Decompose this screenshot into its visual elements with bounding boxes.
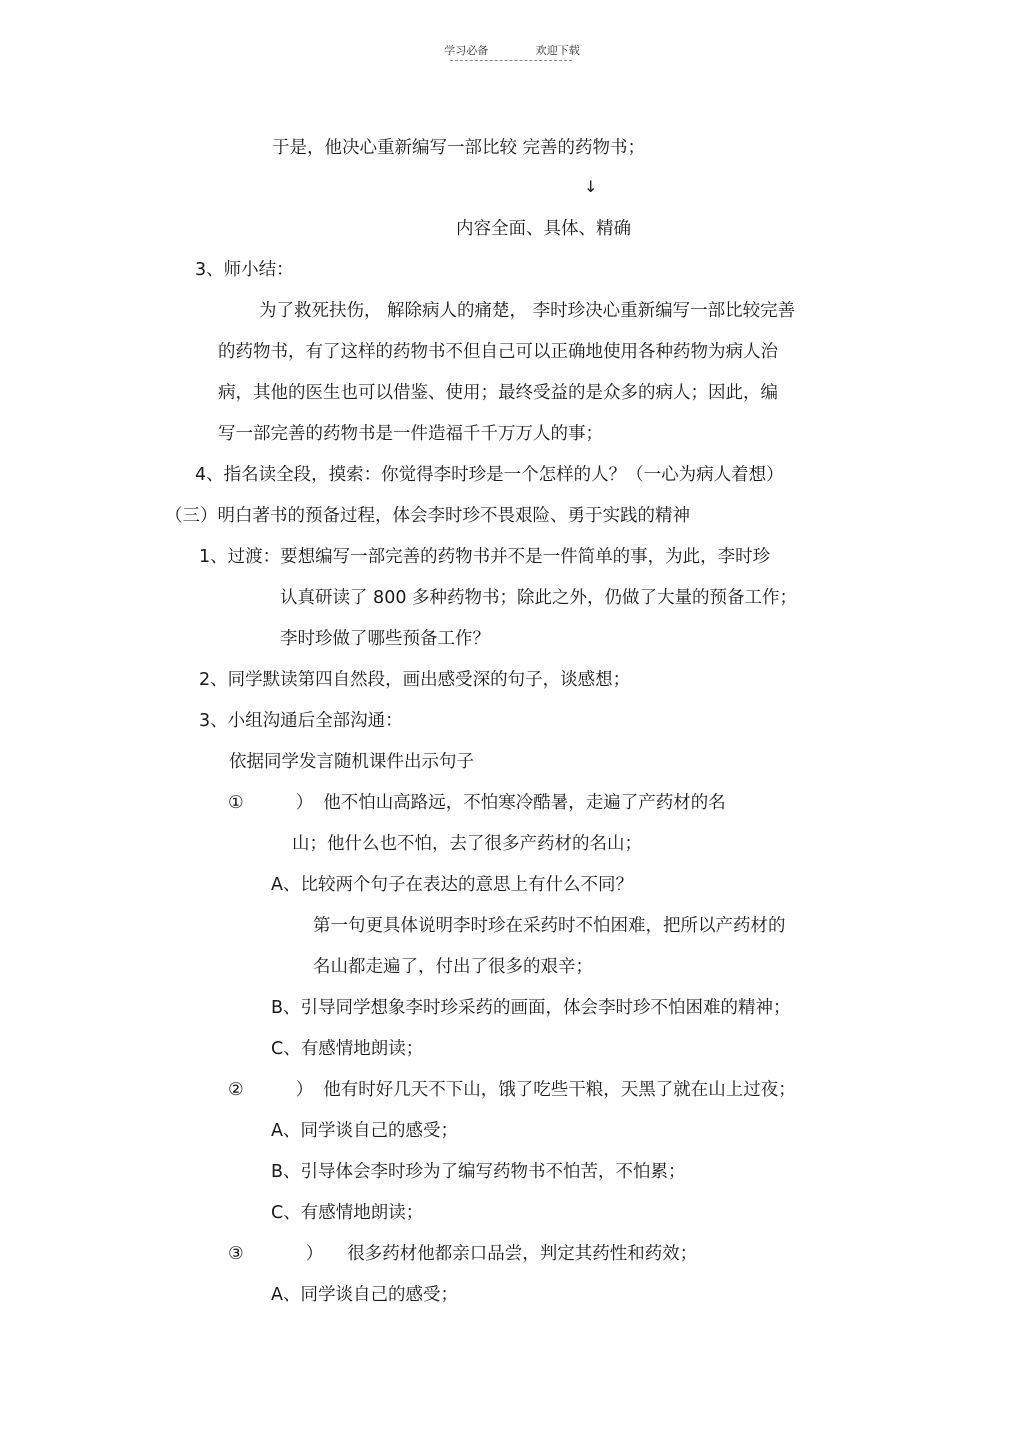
text-line: 依据同学发言随机课件出示句子 [229,752,474,772]
text-line: C、有感情地朗读； [271,1039,424,1059]
sentence-paren: ） [295,1080,314,1100]
text-line: C、有感情地朗读； [271,1203,424,1223]
sentence-text: 很多药材他都亲口品尝，判定其药性和药效； [347,1244,698,1264]
sentence-2 [228,1079,796,1101]
text-line: 为了救死扶伤， 解除病人的痛楚， 李时珍决心重新编写一部比较完善 [259,301,796,321]
sentence-text: 他不怕山高路远，不怕寒冷酷暑，走遍了产药材的名 [323,793,726,813]
text-line: A、同学谈自己的感受； [271,1285,458,1305]
sentence-number: ① [228,793,244,813]
text-line: B、引导同学想象李时珍采药的画面，体会李时珍不怕困难的精神； [271,998,791,1018]
text-line: 1、过渡：要想编写一部完善的药物书并不是一件简单的事，为此，李时珍 [199,547,771,567]
section-heading: （三）明白著书的预备过程，体会李时珍不畏艰险、勇于实践的精神 [165,506,690,526]
text-line: B、引导体会李时珍为了编写药物书不怕苦，不怕累； [271,1162,686,1182]
text-line: 李时珍做了哪些预备工作？ [280,629,490,649]
text-line: 内容全面、具体、精确 [456,219,631,239]
down-arrow-icon: ↓ [584,177,598,196]
sentence-text: 他有时好几天不下山，饿了吃些干粮，天黑了就在山上过夜； [323,1080,796,1100]
header-divider [450,60,572,61]
header-left: 学习必备 [444,44,489,57]
page-header [0,42,1024,58]
text-line: 2、同学默读第四自然段，画出感受深的句子，谈感想； [199,670,631,690]
text-line: A、比较两个句子在表达的意思上有什么不同？ [271,875,633,895]
text-line: 第一句更具体说明李时珍在采药时不怕困难，把所以产药材的 [313,916,786,936]
sentence-3 [228,1243,697,1265]
sentence-paren: ） [305,1244,324,1264]
text-line: 4、指名读全段，摸索：你觉得李时珍是一个怎样的人？（一心为病人着想） [195,465,784,485]
header-right: 欢迎下载 [535,44,580,57]
text-line: 认真研读了 800 多种药物书；除此之外，仍做了大量的预备工作； [280,588,798,608]
text-line: 的药物书，有了这样的药物书不但自己可以正确地使用各种药物为病人治 [218,342,778,362]
sentence-1 [228,792,726,814]
sentence-number: ③ [228,1244,244,1264]
sentence-number: ② [228,1080,244,1100]
text-line: 病，其他的医生也可以借鉴、使用；最终受益的是众多的病人；因此，编 [218,383,778,403]
text-line: 名山都走遍了，付出了很多的艰辛； [313,957,593,977]
text-line: 写一部完善的药物书是一件造福千千万万人的事； [218,424,603,444]
text-line: A、同学谈自己的感受； [271,1121,458,1141]
section-heading: 3、师小结： [195,260,294,280]
sentence-paren: ） [295,793,314,813]
text-line: 3、小组沟通后全部沟通： [199,711,403,731]
text-line: 山；他什么也不怕，去了很多产药材的名山； [292,834,642,854]
text-line: 于是，他决心重新编写一部比较 完善的药物书； [272,138,646,158]
